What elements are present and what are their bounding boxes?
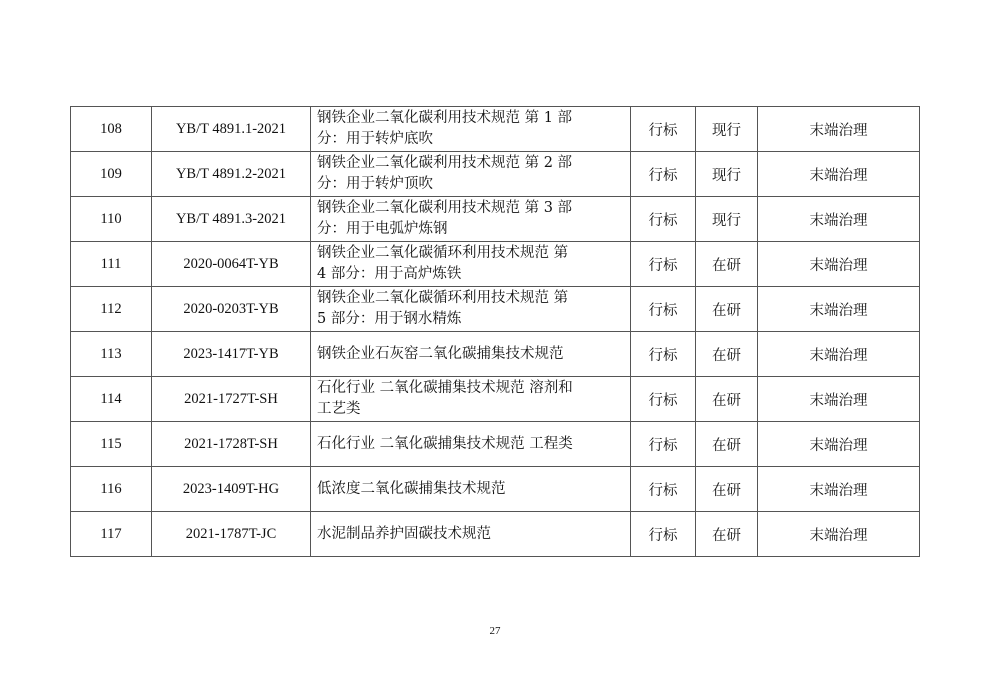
standard-status: 在研 — [696, 377, 758, 422]
standard-name-line2: 工艺类 — [317, 401, 361, 417]
standard-name-line1: 石化行业 二氧化碳捕集技术规范 工程类 — [317, 435, 573, 452]
standard-type: 行标 — [631, 332, 696, 377]
standard-name-line1: 钢铁企业二氧化碳利用技术规范 第 1 部 — [317, 110, 573, 126]
standard-code: YB/T 4891.1-2021 — [152, 107, 311, 152]
standard-type: 行标 — [631, 377, 696, 422]
standard-name — [311, 152, 631, 197]
table-row — [71, 242, 920, 287]
standard-name — [311, 107, 631, 152]
table-row — [71, 107, 920, 152]
standard-category: 末端治理 — [758, 332, 920, 377]
standard-type: 行标 — [631, 197, 696, 242]
standard-type: 行标 — [631, 152, 696, 197]
standard-name-line1: 低浓度二氧化碳捕集技术规范 — [317, 480, 506, 497]
standard-status: 在研 — [696, 467, 758, 512]
standard-type: 行标 — [631, 107, 696, 152]
standard-category: 末端治理 — [758, 107, 920, 152]
standard-code: YB/T 4891.2-2021 — [152, 152, 311, 197]
standard-code: 2020-0203T-YB — [152, 287, 311, 332]
row-number: 113 — [71, 332, 152, 377]
standard-code: 2021-1727T-SH — [152, 377, 311, 422]
standard-name-line2: 5 部分：用于钢水精炼 — [317, 311, 462, 327]
standard-name — [311, 377, 631, 422]
standard-name-line2: 分：用于转炉底吹 — [317, 131, 433, 147]
row-number: 115 — [71, 422, 152, 467]
standard-category: 末端治理 — [758, 242, 920, 287]
standard-status: 现行 — [696, 107, 758, 152]
standard-code: 2023-1409T-HG — [152, 467, 311, 512]
table-row — [71, 422, 920, 467]
standard-category: 末端治理 — [758, 197, 920, 242]
standard-code: YB/T 4891.3-2021 — [152, 197, 311, 242]
standard-category: 末端治理 — [758, 512, 920, 557]
row-number: 109 — [71, 152, 152, 197]
standard-name-line1: 钢铁企业二氧化碳循环利用技术规范 第 — [317, 245, 569, 261]
standard-status: 现行 — [696, 197, 758, 242]
table-row — [71, 332, 920, 377]
standard-category: 末端治理 — [758, 287, 920, 332]
standard-type: 行标 — [631, 467, 696, 512]
standard-name — [311, 332, 631, 377]
table-row — [71, 377, 920, 422]
standard-type: 行标 — [631, 512, 696, 557]
standard-name-line2: 分：用于电弧炉炼钢 — [317, 221, 448, 237]
standards-table-body — [71, 107, 920, 557]
standard-code: 2020-0064T-YB — [152, 242, 311, 287]
standard-code: 2021-1728T-SH — [152, 422, 311, 467]
table-row — [71, 512, 920, 557]
row-number: 111 — [71, 242, 152, 287]
standard-status: 现行 — [696, 152, 758, 197]
standard-type: 行标 — [631, 242, 696, 287]
table-row — [71, 287, 920, 332]
standard-category: 末端治理 — [758, 377, 920, 422]
standard-code: 2021-1787T-JC — [152, 512, 311, 557]
table-row — [71, 152, 920, 197]
row-number: 112 — [71, 287, 152, 332]
standard-name-line1: 钢铁企业二氧化碳利用技术规范 第 3 部 — [317, 200, 573, 216]
standard-name — [311, 242, 631, 287]
standard-name-line1: 石化行业 二氧化碳捕集技术规范 溶剂和 — [317, 380, 573, 396]
standard-category: 末端治理 — [758, 422, 920, 467]
standard-name-line1: 钢铁企业二氧化碳利用技术规范 第 2 部 — [317, 155, 573, 171]
standard-name-line2: 4 部分：用于高炉炼铁 — [317, 266, 462, 282]
standard-name — [311, 422, 631, 467]
page-number: 27 — [489, 625, 501, 637]
standard-status: 在研 — [696, 422, 758, 467]
standard-status: 在研 — [696, 287, 758, 332]
row-number: 117 — [71, 512, 152, 557]
table-row — [71, 197, 920, 242]
standard-name — [311, 287, 631, 332]
standard-name — [311, 467, 631, 512]
standards-table — [70, 106, 920, 557]
standard-code: 2023-1417T-YB — [152, 332, 311, 377]
standard-status: 在研 — [696, 242, 758, 287]
standard-status: 在研 — [696, 332, 758, 377]
standard-type: 行标 — [631, 287, 696, 332]
standard-category: 末端治理 — [758, 467, 920, 512]
standard-name — [311, 512, 631, 557]
row-number: 110 — [71, 197, 152, 242]
standard-name-line2: 分：用于转炉顶吹 — [317, 176, 433, 192]
row-number: 116 — [71, 467, 152, 512]
standard-category: 末端治理 — [758, 152, 920, 197]
standard-type: 行标 — [631, 422, 696, 467]
standard-name-line1: 钢铁企业二氧化碳循环利用技术规范 第 — [317, 290, 569, 306]
standard-name — [311, 197, 631, 242]
standard-name-line1: 水泥制品养护固碳技术规范 — [317, 525, 491, 542]
standard-name-line1: 钢铁企业石灰窑二氧化碳捕集技术规范 — [317, 345, 564, 362]
table-row — [71, 467, 920, 512]
row-number: 114 — [71, 377, 152, 422]
standard-status: 在研 — [696, 512, 758, 557]
row-number: 108 — [71, 107, 152, 152]
